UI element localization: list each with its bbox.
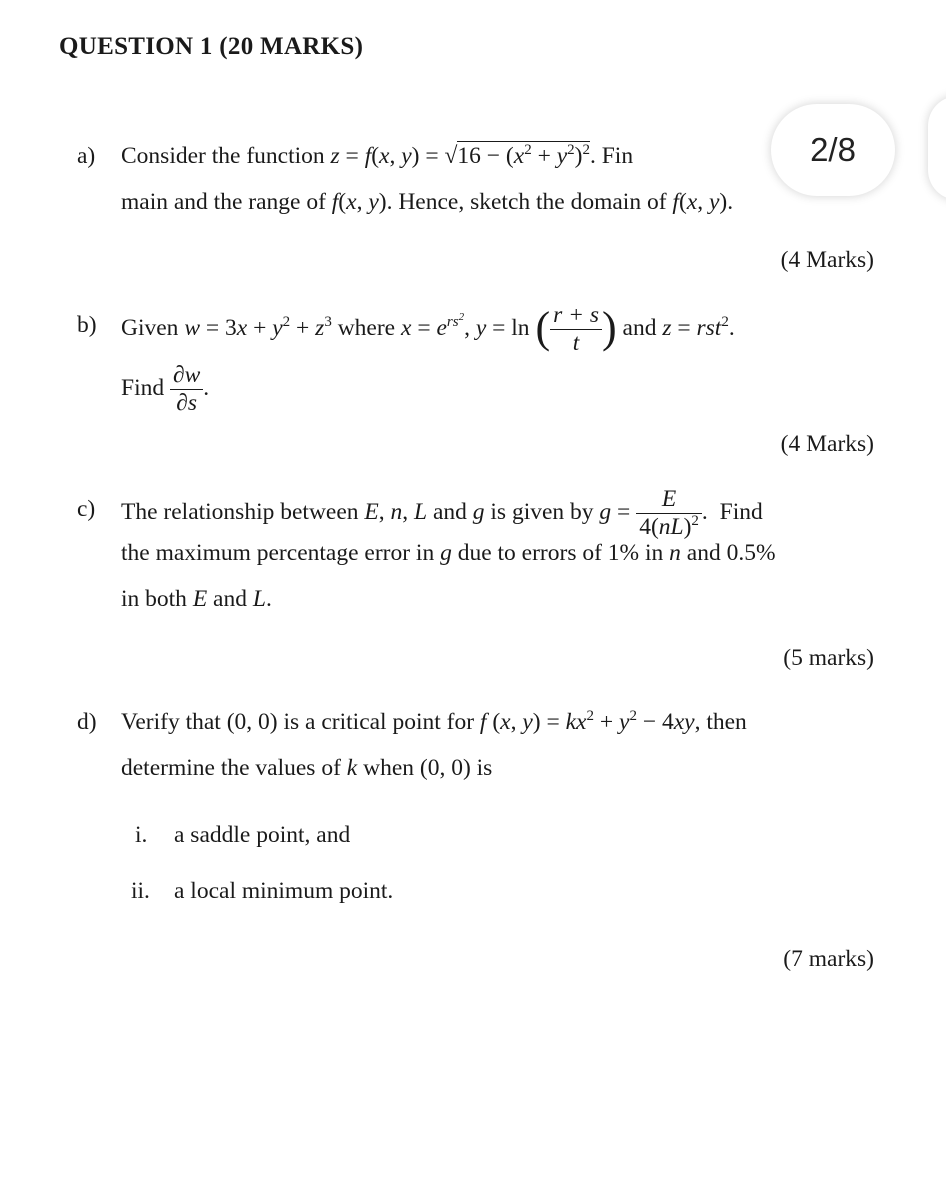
part-c-line3-text: in both <box>121 586 187 612</box>
part-d-sub-ii-text: a local minimum point. <box>174 878 394 904</box>
part-b-fraction: $\frac{r + s}{t}$ <box>550 302 602 357</box>
part-d-line2-text: determine the values of <box>121 755 341 781</box>
part-b-find: Find <box>121 375 165 401</box>
part-a-text1: Consider the function <box>121 143 325 169</box>
part-c-text3: is given by <box>490 499 594 525</box>
part-b-label: b) <box>77 312 97 338</box>
part-d-text2: , then <box>694 709 747 735</box>
side-nav-button[interactable] <box>928 96 946 200</box>
part-d-line2-text-b: when (0, 0) is <box>363 755 493 781</box>
part-d-marks: (7 marks) <box>783 946 874 972</box>
part-d-sub-i-label: i. <box>135 822 148 848</box>
page-indicator[interactable]: 2/8 <box>771 104 895 196</box>
part-a-line2: main and the range of f(x, y). Hence, sketch the domain of f(x, y). <box>121 189 734 215</box>
part-a-text2: Fin <box>601 143 634 169</box>
part-a-marks: (4 Marks) <box>780 247 874 273</box>
part-b-text3: and <box>622 315 657 341</box>
part-a-line1: Consider the function z = f(x, $y) = √16 - (x^2 + y^2)^2$. Fin <box>121 142 634 169</box>
part-a-math-function: z <box>330 143 340 169</box>
part-b-line1: Given $w = 3x + y^2 + z^3$ where $x = e^{rs^2}$, y = ln ( $\frac{r + s}{t}$ ) and z = rst$^2$. <box>121 302 735 357</box>
part-b-line2: Find $\frac{\partial w}{\partial s}$ . <box>121 362 210 417</box>
part-d-text1: Verify that (0, 0) is a critical point for <box>121 709 475 735</box>
question-title: QUESTION 1 (20 MARKS) <box>59 33 364 60</box>
part-c-line2-text-c: and 0.5% <box>686 540 776 566</box>
part-a-label: a) <box>77 143 96 169</box>
part-c-label: c) <box>77 496 96 522</box>
part-b-derivative: $\frac{\partial w}{\partial s}$ <box>170 362 203 417</box>
part-d-line1: Verify that (0, 0) is a critical point for f (x, $y) = kx^2 + y^2 - 4xy$, then <box>121 708 747 735</box>
part-d-sub-i-text: a saddle point, and <box>174 822 351 848</box>
part-c-text1: The relationship between <box>121 499 359 525</box>
part-c-line2-text: the maximum percentage error in <box>121 540 435 566</box>
part-c-line2: the maximum percentage error in g due to errors of 1% in n and 0.5% <box>121 540 776 566</box>
part-d-line2: determine the values of k when (0, 0) is <box>121 755 493 781</box>
part-c-marks: (5 marks) <box>783 645 874 671</box>
part-b-marks: (4 Marks) <box>780 431 874 457</box>
part-c-find: Find <box>719 499 763 525</box>
part-a-text4: . Hence, sketch the domain of <box>386 189 667 215</box>
part-c-line1: The relationship between E, n, L and g is given by g = $\frac{E}{4(nL)^2}$ . Find <box>121 486 763 541</box>
part-d-label: d) <box>77 709 97 735</box>
part-c-line3: in both E and L. <box>121 586 272 612</box>
part-c-fraction: $\frac{E}{4(nL)^2}$ <box>636 486 702 541</box>
part-c-text2: and <box>432 499 467 525</box>
part-b-text2: where <box>337 315 396 341</box>
part-a-math-sqrt: $√16 - (x^2 + y^2)^2$ <box>444 142 590 169</box>
part-d-sub-ii-label: ii. <box>131 878 150 904</box>
part-c-line3-text-b: and <box>213 586 247 612</box>
part-c-line2-text-b: due to errors of 1% in <box>457 540 664 566</box>
part-a-text3: main and the range of <box>121 189 326 215</box>
part-b-text1: Given <box>121 315 179 341</box>
